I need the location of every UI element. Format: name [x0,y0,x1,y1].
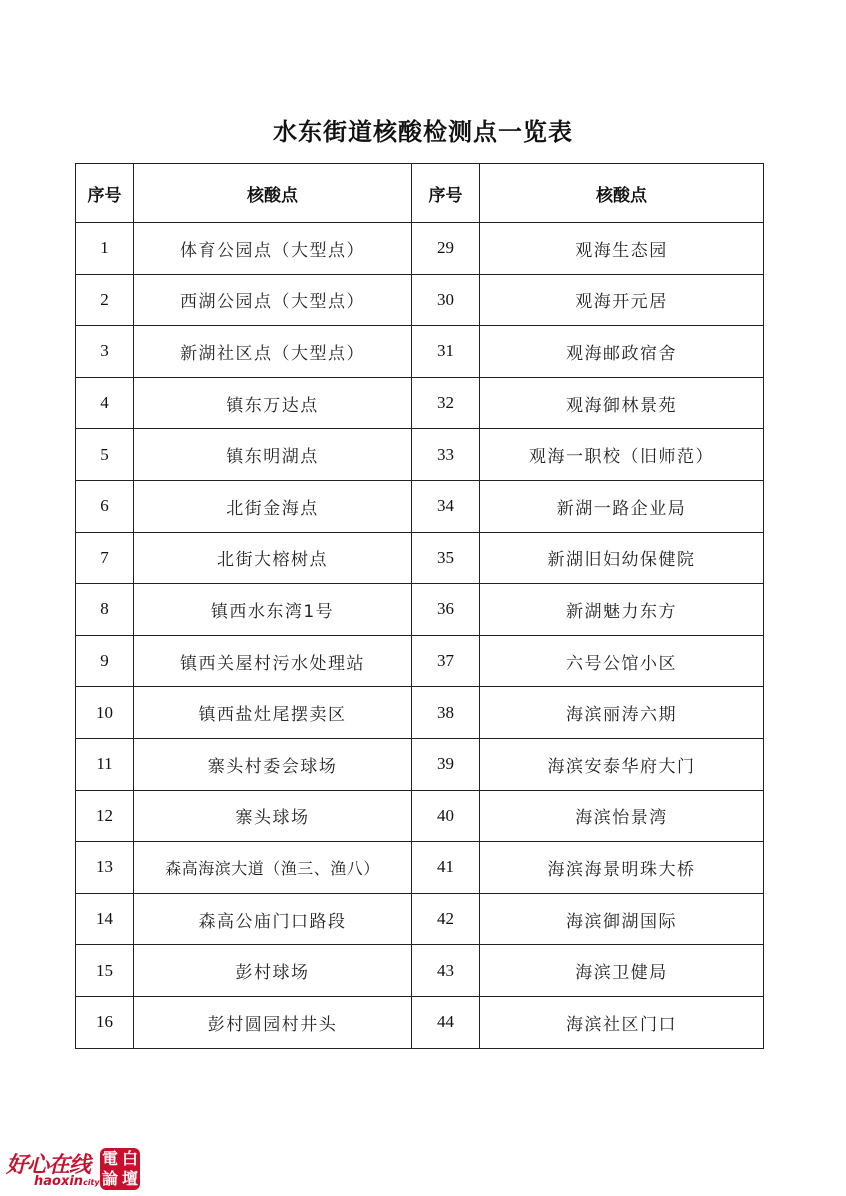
watermark-badge-char: 論 [101,1169,118,1188]
row-site-right: 新湖魅力东方 [480,584,764,636]
row-index-right: 42 [412,893,480,945]
row-index-left: 4 [76,377,134,429]
table-row [76,996,764,1048]
row-site-left: 镇西关屋村污水处理站 [134,635,412,687]
row-site-right: 观海邮政宿舍 [480,326,764,378]
watermark-sub-small: city [83,1178,100,1187]
table-row [76,326,764,378]
row-index-right: 38 [412,687,480,739]
row-index-right: 40 [412,790,480,842]
row-index-right: 30 [412,274,480,326]
row-index-right: 29 [412,223,480,275]
watermark-sub-text [34,1174,100,1189]
row-site-right: 海滨卫健局 [480,945,764,997]
row-site-right: 新湖旧妇幼保健院 [480,532,764,584]
row-site-right: 海滨社区门口 [480,996,764,1048]
testing-sites-table [75,163,764,1049]
row-index-left: 16 [76,996,134,1048]
table-row [76,790,764,842]
row-index-left: 13 [76,842,134,894]
site-watermark-logo [6,1148,138,1192]
row-site-right: 观海御林景苑 [480,377,764,429]
watermark-sub-main: haoxin [34,1174,84,1189]
row-index-right: 32 [412,377,480,429]
row-site-left: 镇西水东湾1号 [134,584,412,636]
col-header-site-right: 核酸点 [480,164,764,223]
row-site-right: 海滨丽涛六期 [480,687,764,739]
row-index-left: 11 [76,738,134,790]
row-index-left: 5 [76,429,134,481]
col-header-site-left: 核酸点 [134,164,412,223]
row-index-left: 14 [76,893,134,945]
row-index-right: 39 [412,738,480,790]
row-index-left: 3 [76,326,134,378]
row-site-right: 六号公馆小区 [480,635,764,687]
row-index-left: 2 [76,274,134,326]
row-index-left: 6 [76,480,134,532]
row-site-right: 海滨御湖国际 [480,893,764,945]
table-row [76,377,764,429]
row-index-right: 34 [412,480,480,532]
row-site-left: 镇东万达点 [134,377,412,429]
row-index-right: 43 [412,945,480,997]
row-site-left: 寨头村委会球场 [134,738,412,790]
table-row [76,945,764,997]
row-site-left: 北街大榕树点 [134,532,412,584]
table-row [76,223,764,275]
row-site-left: 体育公园点（大型点） [134,223,412,275]
table-row [76,274,764,326]
row-site-right: 观海一职校（旧师范） [480,429,764,481]
col-header-index-right: 序号 [412,164,480,223]
row-index-right: 33 [412,429,480,481]
watermark-badge-char: 壇 [121,1169,138,1188]
row-site-left: 彭村球场 [134,945,412,997]
row-site-right: 海滨怡景湾 [480,790,764,842]
watermark-badge [100,1148,140,1190]
row-index-left: 15 [76,945,134,997]
col-header-index-left: 序号 [76,164,134,223]
row-index-left: 1 [76,223,134,275]
row-site-left: 森高公庙门口路段 [134,893,412,945]
table-row [76,635,764,687]
table-row [76,429,764,481]
table-row [76,687,764,739]
watermark-badge-char: 白 [121,1149,138,1168]
table-row [76,480,764,532]
row-site-left: 北街金海点 [134,480,412,532]
row-index-right: 44 [412,996,480,1048]
row-index-left: 10 [76,687,134,739]
row-index-left: 12 [76,790,134,842]
row-site-left: 镇西盐灶尾摆卖区 [134,687,412,739]
row-index-right: 37 [412,635,480,687]
row-site-left: 寨头球场 [134,790,412,842]
row-site-right: 新湖一路企业局 [480,480,764,532]
row-site-right: 海滨海景明珠大桥 [480,842,764,894]
row-site-left: 彭村圆园村井头 [134,996,412,1048]
row-index-right: 35 [412,532,480,584]
table-row [76,584,764,636]
row-site-left: 镇东明湖点 [134,429,412,481]
row-index-left: 8 [76,584,134,636]
table-header-row [76,164,764,223]
row-index-left: 9 [76,635,134,687]
watermark-badge-char: 電 [101,1149,118,1168]
row-site-left: 森高海滨大道（渔三、渔八） [134,842,412,894]
table-row [76,842,764,894]
watermark-main-text: 好心在线 [6,1153,91,1178]
row-index-left: 7 [76,532,134,584]
page-title: 水东街道核酸检测点一览表 [273,118,573,146]
table-row [76,738,764,790]
row-site-right: 海滨安泰华府大门 [480,738,764,790]
row-index-right: 41 [412,842,480,894]
row-site-left: 新湖社区点（大型点） [134,326,412,378]
table-row [76,893,764,945]
table-row [76,532,764,584]
row-site-left: 西湖公园点（大型点） [134,274,412,326]
row-index-right: 36 [412,584,480,636]
row-site-right: 观海开元居 [480,274,764,326]
row-index-right: 31 [412,326,480,378]
row-site-right: 观海生态园 [480,223,764,275]
